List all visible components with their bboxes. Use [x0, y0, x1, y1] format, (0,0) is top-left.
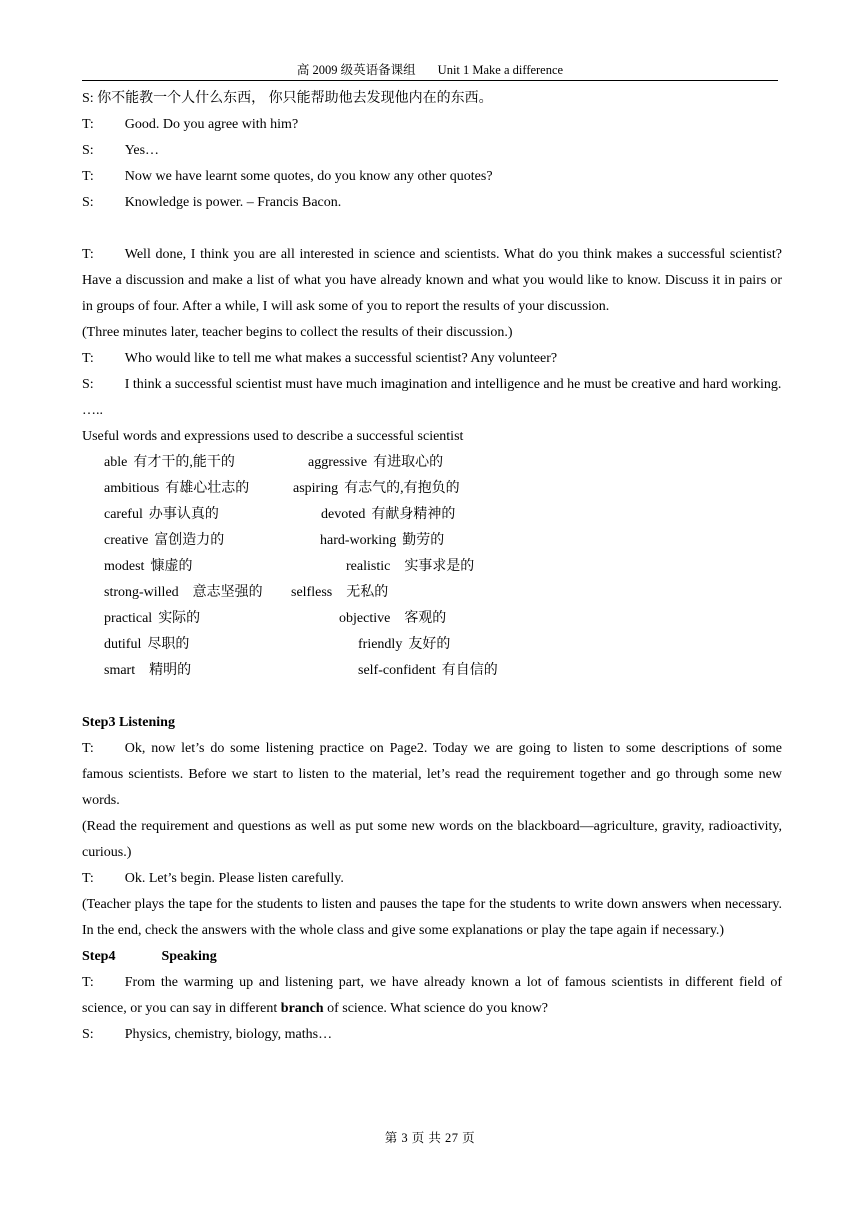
line-text: Knowledge is power. – Francis Bacon. — [124, 195, 342, 210]
word-zh: 办事认真的 — [148, 507, 219, 522]
header-unit: Unit 1 Make a difference — [437, 63, 564, 77]
word-pair-2 — [321, 502, 455, 528]
word-row — [104, 580, 782, 606]
document-body — [82, 86, 782, 1048]
word-en: smart — [104, 663, 136, 678]
dialogue-line — [82, 346, 782, 372]
word-zh: 友好的 — [408, 637, 451, 652]
line-text: Now we have learnt some quotes, do you know any other quotes? — [124, 169, 493, 184]
speaker-label: T: — [82, 117, 94, 132]
word-en: creative — [104, 533, 149, 548]
page-footer: 第 3 页 共 27 页 — [384, 1131, 476, 1145]
line-text: Well done, I think you are all interested in science and scientists. What do you think makes a successful scientist? Have a discussion and make a list of what you have already known and what you would like to know. Discuss it in pairs or in groups of four. After a while, I will ask some of you to report the results of your discussion. — [82, 247, 782, 314]
word-row — [104, 632, 782, 658]
step3-heading: Step3 Listening — [82, 715, 175, 730]
line-text: Ok. Let’s begin. Please listen carefully. — [124, 871, 344, 886]
word-zh: 意志坚强的 — [192, 585, 263, 600]
word-zh: 慷虚的 — [150, 559, 193, 574]
dialogue-line — [82, 866, 782, 892]
dialogue-line — [82, 112, 782, 138]
word-row — [104, 476, 782, 502]
dialogue-paragraph — [82, 372, 782, 398]
line-text: Who would like to tell me what makes a successful scientist? Any volunteer? — [124, 351, 558, 366]
line-text: of science. What science do you know? — [327, 1001, 549, 1016]
word-zh: 实际的 — [158, 611, 201, 626]
dialogue-paragraph — [82, 242, 782, 320]
word-en: self-confident — [358, 663, 436, 678]
word-en: ambitious — [104, 481, 160, 496]
word-en: objective — [339, 611, 391, 626]
word-row — [104, 502, 782, 528]
word-zh: 客观的 — [404, 611, 447, 626]
word-pair-2 — [358, 658, 498, 684]
stage-note: (Three minutes later, teacher begins to collect the results of their discussion.) — [82, 325, 513, 340]
speaker-label: T: — [82, 975, 94, 990]
dialogue-paragraph — [82, 736, 782, 814]
word-en: selfless — [291, 585, 333, 600]
word-en: practical — [104, 611, 153, 626]
line-text: Yes… — [124, 143, 160, 158]
word-pair-2 — [320, 528, 444, 554]
speaker-label: S: — [82, 195, 94, 210]
speaker-label: T: — [82, 351, 94, 366]
word-en: able — [104, 455, 128, 470]
word-pair-2 — [293, 476, 460, 502]
step4-label: Step4 — [82, 949, 116, 964]
dialogue-line — [82, 190, 782, 216]
word-en: aggressive — [308, 455, 368, 470]
word-zh: 精明的 — [149, 663, 192, 678]
speaker-label: T: — [82, 247, 94, 262]
word-row — [104, 528, 782, 554]
line-text: 你不能教一个人什么东西， 你只能帮助他去发现他内在的东西。 — [97, 91, 493, 106]
word-pair-2 — [358, 632, 450, 658]
dialogue-paragraph — [82, 970, 782, 1022]
line-text: I think a successful scientist must have much imagination and intelligence and he must be creative and hard working. — [124, 377, 782, 392]
word-en: modest — [104, 559, 145, 574]
word-zh: 有进取心的 — [373, 455, 444, 470]
speaker-label: T: — [82, 871, 94, 886]
word-zh: 实事求是的 — [404, 559, 475, 574]
speaker-label: S: — [82, 143, 94, 158]
word-zh: 有才干的,能干的 — [133, 455, 235, 470]
word-en: devoted — [321, 507, 366, 522]
dialogue-line — [82, 1022, 782, 1048]
dialogue-line — [82, 86, 782, 112]
step4-heading — [82, 944, 782, 970]
page-header — [82, 62, 778, 81]
word-en: strong-willed — [104, 585, 179, 600]
word-pair-2 — [339, 606, 446, 632]
stage-note: (Read the requirement and questions as well as put some new words on the blackboard—agriculture, gravity, radioactivity, curious.) — [82, 819, 782, 860]
dialogue-line — [82, 164, 782, 190]
word-pair-2 — [346, 554, 474, 580]
line-text: Ok, now let’s do some listening practice on Page2. Today we are going to listen to some descriptions of some famous scientists. Before we start to listen to the material, let’s read the requirement together and go through some new words. — [82, 741, 782, 808]
word-en: dutiful — [104, 637, 142, 652]
word-zh: 有自信的 — [441, 663, 498, 678]
speaker-label: T: — [82, 741, 94, 756]
word-row — [104, 554, 782, 580]
line-text: From the warming up and listening part, we have already known a lot of famous scientists in different field of science, or you can say in different — [82, 975, 782, 1016]
word-pair-2 — [291, 580, 388, 606]
word-en: friendly — [358, 637, 403, 652]
word-list — [82, 450, 782, 684]
word-zh: 有志气的,有抱负的 — [344, 481, 460, 496]
word-en: aspiring — [293, 481, 339, 496]
word-zh: 尽职的 — [147, 637, 190, 652]
bold-term: branch — [280, 1001, 324, 1016]
word-zh: 无私的 — [346, 585, 389, 600]
line-text: Physics, chemistry, biology, maths… — [124, 1027, 333, 1042]
word-pair-2 — [308, 450, 443, 476]
ellipsis-line: ….. — [82, 403, 103, 418]
word-en: hard-working — [320, 533, 397, 548]
header-group: 高 2009 级英语备课组 — [296, 63, 416, 77]
useful-words-heading: Useful words and expressions used to describe a successful scientist — [82, 429, 464, 444]
word-row — [104, 606, 782, 632]
line-text: Good. Do you agree with him? — [124, 117, 299, 132]
speaker-label: S: — [82, 91, 94, 106]
word-zh: 勤劳的 — [402, 533, 445, 548]
word-zh: 有献身精神的 — [371, 507, 456, 522]
speaker-label: S: — [82, 377, 94, 392]
word-zh: 富创造力的 — [154, 533, 225, 548]
word-row — [104, 658, 782, 684]
stage-note: (Teacher plays the tape for the students to listen and pauses the tape for the students to write down answers when necessary. In the end, check the answers with the whole class and give some explanations or play the tape again if necessary.) — [82, 897, 782, 938]
speaker-label: T: — [82, 169, 94, 184]
word-zh: 有雄心壮志的 — [165, 481, 250, 496]
step4-title: Speaking — [161, 949, 217, 964]
word-en: realistic — [346, 559, 391, 574]
dialogue-line — [82, 138, 782, 164]
word-row — [104, 450, 782, 476]
speaker-label: S: — [82, 1027, 94, 1042]
word-en: careful — [104, 507, 143, 522]
